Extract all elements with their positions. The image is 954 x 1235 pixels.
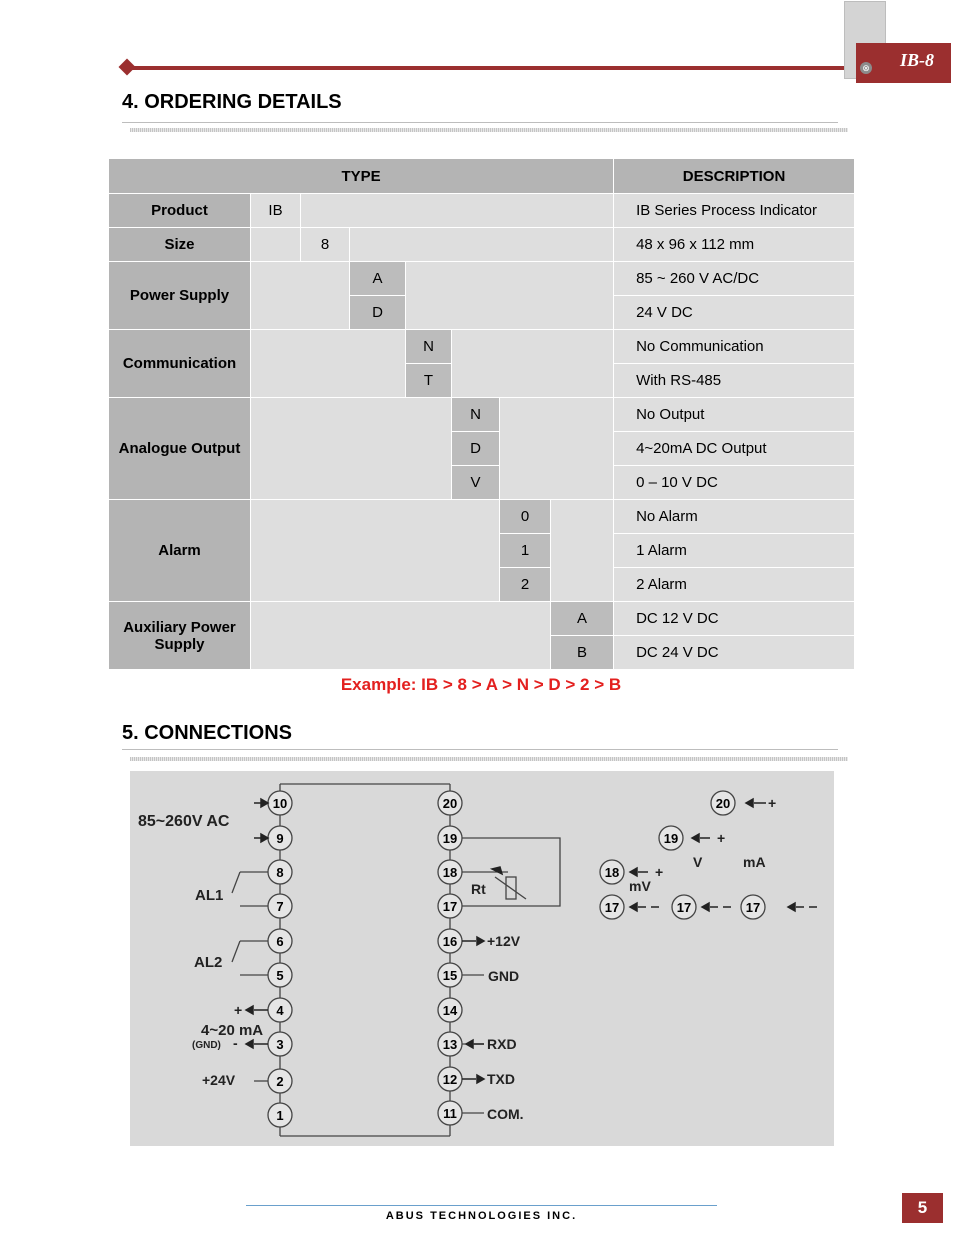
group-product: Product — [109, 194, 251, 228]
code-cell: B — [551, 636, 614, 670]
terminal-label: 18 — [604, 865, 620, 880]
terminal-label: 20 — [715, 796, 731, 811]
label-rt: Rt — [471, 881, 486, 897]
terminal-label: 13 — [442, 1037, 458, 1052]
terminal-label: 3 — [276, 1037, 284, 1052]
code-cell: N — [452, 398, 500, 432]
description-cell: 24 V DC — [614, 296, 855, 330]
code-cell: D — [350, 296, 406, 330]
header-diamond-icon — [119, 59, 136, 76]
label-al2: AL2 — [194, 954, 223, 971]
table-row — [109, 262, 855, 296]
terminal-label: 19 — [442, 831, 458, 846]
table-row — [109, 602, 855, 636]
terminal-label: 12 — [442, 1072, 458, 1087]
footer-rule — [246, 1205, 717, 1206]
header-tab-close-icon: ⊗ — [860, 62, 872, 74]
filler-cell — [406, 262, 614, 330]
label-gnd: GND — [488, 968, 520, 984]
terminal-label: 10 — [272, 796, 288, 811]
table-row — [109, 398, 855, 432]
section-rule — [122, 749, 838, 750]
terminal-label: 17 — [676, 900, 692, 915]
description-cell: No Communication — [614, 330, 855, 364]
filler-cell — [301, 194, 614, 228]
label-mv: mV — [629, 878, 651, 894]
terminal-label: 15 — [442, 968, 458, 983]
type-header: TYPE — [109, 159, 614, 194]
footer-company: ABUS TECHNOLOGIES INC. — [385, 1210, 578, 1222]
description-cell: 4~20mA DC Output — [614, 432, 855, 466]
filler-cell — [251, 228, 301, 262]
table-row — [109, 228, 855, 262]
table-row — [109, 194, 855, 228]
terminal-label: 6 — [276, 934, 284, 949]
description-cell: 85 ~ 260 V AC/DC — [614, 262, 855, 296]
group-power-supply: Power Supply — [109, 262, 251, 330]
code-cell: IB — [251, 194, 301, 228]
filler-cell — [251, 398, 452, 500]
section-rule-hatched — [130, 128, 848, 132]
description-cell: No Alarm — [614, 500, 855, 534]
svg-text:+: + — [768, 795, 777, 811]
section-rule-hatched — [130, 757, 848, 761]
group-size: Size — [109, 228, 251, 262]
section-title-ordering: 4. ORDERING DETAILS — [122, 91, 342, 113]
label-rxd: RXD — [487, 1036, 517, 1052]
label-ac: 85~260V AC — [138, 813, 230, 830]
code-cell: 8 — [301, 228, 350, 262]
code-cell: A — [350, 262, 406, 296]
filler-cell — [251, 602, 551, 670]
filler-cell — [251, 330, 406, 398]
description-cell: 0 – 10 V DC — [614, 466, 855, 500]
filler-cell — [251, 500, 500, 602]
ordering-example: Example: IB > 8 > A > N > D > 2 > B — [340, 675, 622, 694]
terminal-label: 7 — [276, 899, 284, 914]
description-cell: DC 12 V DC — [614, 602, 855, 636]
description-cell: With RS-485 — [614, 364, 855, 398]
code-cell: 2 — [500, 568, 551, 602]
filler-cell — [551, 500, 614, 602]
label-v: V — [693, 854, 703, 870]
code-cell: 1 — [500, 534, 551, 568]
label-ma: mA — [743, 854, 766, 870]
terminal-label: 2 — [276, 1074, 284, 1089]
terminal-label: 17 — [604, 900, 620, 915]
arrow-icons — [246, 799, 822, 1083]
page-number: 5 — [902, 1193, 943, 1223]
header-rule — [128, 66, 856, 70]
section-title-connections: 5. CONNECTIONS — [122, 722, 293, 744]
filler-cell — [350, 228, 614, 262]
ordering-table — [108, 158, 855, 670]
label-gnd-small: (GND) — [192, 1040, 221, 1051]
label-al1: AL1 — [195, 887, 224, 904]
description-cell: IB Series Process Indicator — [614, 194, 855, 228]
filler-cell — [452, 330, 614, 398]
terminal-label: 5 — [276, 968, 284, 983]
label-4-20ma: 4~20 mA — [201, 1022, 264, 1039]
description-header: DESCRIPTION — [614, 159, 855, 194]
group-alarm: Alarm — [109, 500, 251, 602]
terminal-label: 20 — [442, 796, 458, 811]
section-rule — [122, 122, 838, 123]
code-cell: T — [406, 364, 452, 398]
group-auxiliary-power: Auxiliary Power Supply — [109, 602, 251, 670]
svg-text:+: + — [655, 864, 664, 880]
code-cell: 0 — [500, 500, 551, 534]
table-row — [109, 330, 855, 364]
terminal-label: 19 — [663, 831, 679, 846]
label-txd: TXD — [487, 1071, 515, 1087]
label-com: COM. — [487, 1106, 524, 1122]
code-cell: D — [452, 432, 500, 466]
svg-text:+: + — [717, 830, 726, 846]
description-cell: 48 x 96 x 112 mm — [614, 228, 855, 262]
terminal-label: 16 — [442, 934, 458, 949]
terminal-label: 9 — [276, 831, 284, 846]
terminal-label: 11 — [443, 1106, 457, 1121]
table-row — [109, 500, 855, 534]
description-cell: DC 24 V DC — [614, 636, 855, 670]
connection-diagram — [130, 771, 834, 1146]
terminal-label: 17 — [745, 900, 761, 915]
group-communication: Communication — [109, 330, 251, 398]
header-tab-label: IB-8 — [856, 43, 951, 83]
filler-cell — [251, 262, 350, 330]
output-terminals — [600, 791, 765, 919]
table-header-row — [109, 159, 855, 194]
terminal-label: 18 — [442, 865, 458, 880]
group-analogue-output: Analogue Output — [109, 398, 251, 500]
terminal-label: 14 — [442, 1003, 458, 1018]
terminal-label: 4 — [276, 1003, 284, 1018]
label-12v: +12V — [487, 933, 521, 949]
description-cell: No Output — [614, 398, 855, 432]
code-cell: V — [452, 466, 500, 500]
svg-text:-: - — [233, 1035, 238, 1051]
filler-cell — [500, 398, 614, 500]
code-cell: A — [551, 602, 614, 636]
label-24v: +24V — [202, 1072, 236, 1088]
code-cell: N — [406, 330, 452, 364]
description-cell: 1 Alarm — [614, 534, 855, 568]
svg-text:+: + — [234, 1002, 243, 1018]
terminal-label: 8 — [276, 865, 284, 880]
terminal-label: 17 — [442, 899, 458, 914]
description-cell: 2 Alarm — [614, 568, 855, 602]
terminal-label: 1 — [276, 1108, 284, 1123]
